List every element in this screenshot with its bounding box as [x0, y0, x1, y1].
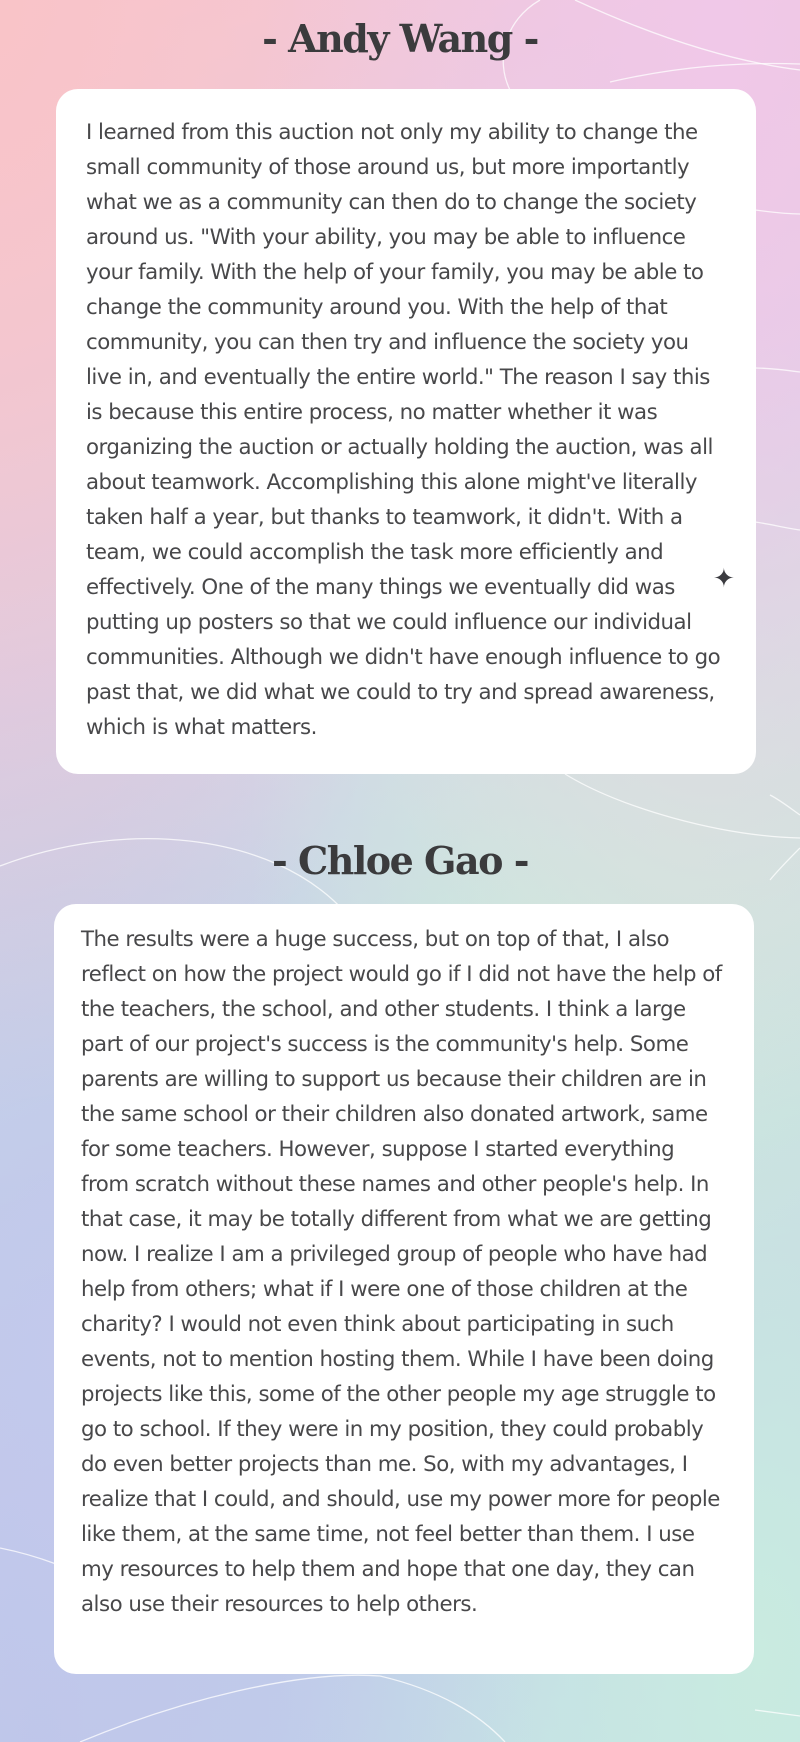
reflection-card-chloe-gao — [54, 904, 754, 1674]
reflection-card-andy-wang — [56, 89, 756, 774]
sparkle-icon: ✦ — [713, 564, 735, 594]
section-title-andy-wang: - Andy Wang - — [262, 16, 538, 61]
reflection-text-andy-wang: I learned from this auction not only my ability to change the small community of those around us, but more importantly what we as a community can then do to change the society around us. "With your ability, you may be able to influence your family. With the help of your family, you may be able to change the community around you. With the help of that community, you can then try and influence the society you live in, and eventually the entire world." The reason I say this is because this entire process, no matter whether it was organizing the auction or actually holding the auction, was all about teamwork. Accomplishing this alone might've literally taken half a year, but thanks to teamwork, it didn't. With a team, we could accomplish the task more efficiently and effectively. One of the many things we eventually did was putting up posters so that we could influence our individual communities. Although we didn't have enough influence to go past that, we did what we could to try and spread awareness, which is what matters. — [86, 120, 721, 740]
reflection-text-chloe-gao: The results were a huge success, but on top of that, I also reflect on how the project would go if I did not have the help of the teachers, the school, and other students. I think a large part of our project's success is the community's help. Some parents are willing to support us because their children are in the same school or their children also donated artwork, same for some teachers. However, suppose I started everything from scratch without these names and other people's help. In that case, it may be totally different from what we are getting now. I realize I am a privileged group of people who have had help from others; what if I were one of those children at the charity? I would not even think about participating in such events, not to mention hosting them. While I have been doing projects like this, some of the other people my age struggle to go to school. If they were in my position, they could probably do even better projects than me. So, with my advantages, I realize that I could, and should, use my power more for people like them, at the same time, not feel better than them. I use my resources to help them and hope that one day, they can also use their resources to help others. — [81, 927, 722, 1617]
section-title-chloe-gao: - Chloe Gao - — [272, 838, 528, 883]
